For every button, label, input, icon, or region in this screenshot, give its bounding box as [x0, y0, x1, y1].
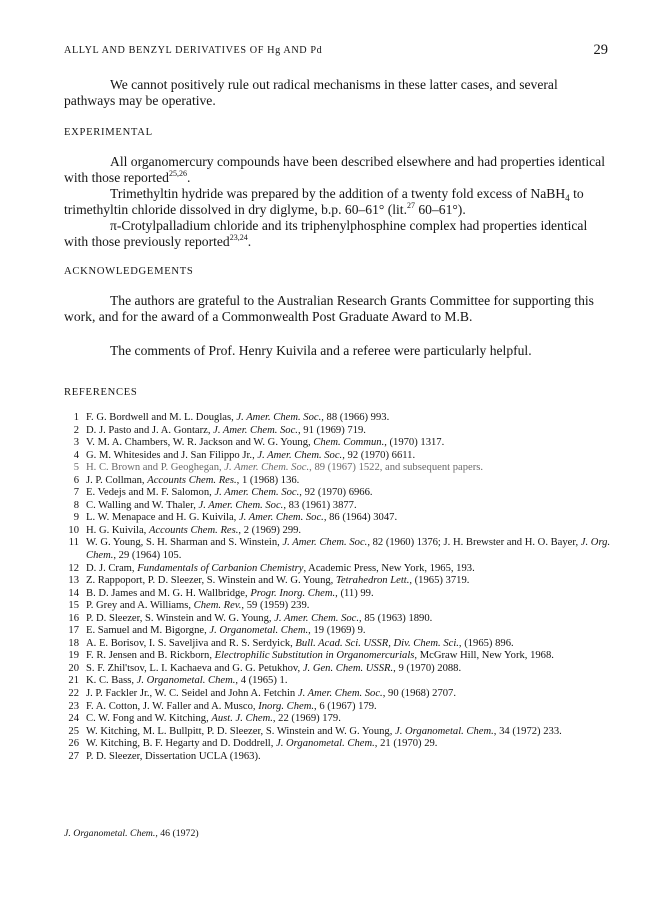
reference-item — [64, 537, 612, 562]
reference-number: 5 — [73, 462, 79, 474]
reference-authors: P. Grey and A. Williams, — [86, 600, 194, 612]
reference-item — [64, 512, 612, 525]
reference-authors: P. D. Sleezer, S. Winstein and W. G. Young, — [86, 612, 275, 624]
reference-number: 22 — [68, 688, 79, 700]
reference-authors: E. Vedejs and M. F. Salomon, — [86, 487, 215, 499]
intro-paragraph: We cannot positively rule out radical mechanisms in these latter cases, and several pathways may be operative. — [64, 77, 558, 109]
page-footer — [64, 828, 199, 839]
reference-authors: W. G. Young, S. H. Sharman and S. Winstein, — [86, 537, 283, 549]
reference-number: 1 — [73, 412, 79, 423]
reference-number: 3 — [73, 437, 79, 449]
reference-authors: A. E. Borisov, I. S. Saveljiva and R. S. Serdyick, — [86, 637, 296, 649]
experimental-paragraph-2 — [64, 186, 608, 218]
reference-number: 2 — [73, 424, 79, 436]
reference-journal: J. Amer. Chem. Soc. — [236, 412, 322, 423]
experimental-p2-text-b: to trimethyltin chloride dissolved in dry diglyme, b.p. 60–61° (lit. — [64, 186, 584, 218]
reference-item — [64, 563, 612, 576]
reference-details: , 4 (1965) 1. — [235, 675, 288, 687]
reference-authors: G. M. Whitesides and J. San Filippo Jr., — [86, 449, 258, 461]
citation-23-24: 23,24 — [229, 233, 248, 243]
reference-list — [64, 412, 612, 763]
reference-details: , 6 (1967) 179. — [314, 700, 377, 712]
reference-authors: D. J. Pasto and J. A. Gontarz, — [86, 424, 214, 436]
reference-number: 10 — [68, 524, 79, 536]
reference-number: 23 — [68, 700, 79, 712]
acknowledgements-paragraph-2: The comments of Prof. Henry Kuivila and a referee were particularly helpful. — [110, 343, 532, 358]
experimental-p2-text-c: 60–61°). — [414, 202, 466, 218]
reference-item — [64, 638, 612, 651]
reference-item — [64, 701, 612, 714]
reference-item — [64, 575, 612, 588]
reference-authors: F. A. Cotton, J. W. Faller and A. Musco, — [86, 700, 259, 712]
reference-details: , 19 (1969) 9. — [308, 625, 366, 637]
reference-journal: J. Amer. Chem. Soc. — [224, 462, 310, 474]
reference-number: 15 — [68, 600, 79, 612]
page-header — [64, 42, 608, 63]
reference-number: 25 — [68, 725, 79, 737]
reference-journal: Accounts Chem. Res. — [147, 474, 237, 486]
reference-number: 8 — [73, 499, 79, 511]
reference-number: 17 — [68, 625, 79, 637]
reference-number: 16 — [68, 612, 79, 624]
experimental-p1-text: All organomercury compounds have been described elsewhere and had properties identical with those reported — [64, 154, 605, 186]
citation-25-26: 25,26 — [168, 169, 187, 179]
reference-authors: P. D. Sleezer, Dissertation UCLA (1963). — [86, 750, 261, 762]
reference-authors: Z. Rappoport, P. D. Sleezer, S. Winstein and W. G. Young, — [86, 575, 336, 587]
running-title: ALLYL AND BENZYL DERIVATIVES OF Hg AND Pd — [64, 45, 323, 56]
reference-item — [64, 613, 612, 626]
reference-details: , 89 (1967) 1522, and subsequent papers. — [309, 462, 484, 474]
reference-item — [64, 600, 612, 613]
reference-details: , 21 (1970) 29. — [374, 738, 438, 750]
reference-details-secondary: , 29 (1964) 105. — [113, 550, 182, 562]
reference-number: 13 — [68, 575, 79, 587]
reference-authors: L. W. Menapace and H. G. Kuivila, — [86, 512, 239, 524]
reference-details: , 9 (1970) 2088. — [393, 662, 462, 674]
reference-details: , 22 (1969) 179. — [272, 713, 341, 725]
experimental-p2-text-a: Trimethyltin hydride was prepared by the addition of a twenty fold excess of NaBH — [110, 186, 566, 201]
reference-item — [64, 738, 612, 751]
reference-journal: Chem. Commun. — [313, 437, 385, 449]
reference-number: 12 — [68, 562, 79, 574]
reference-item — [64, 751, 612, 764]
reference-authors: V. M. A. Chambers, W. R. Jackson and W. G. Young, — [86, 437, 314, 449]
reference-details: , 82 (1960) 1376; J. H. Brewster and H. O. Bayer, — [367, 537, 581, 549]
reference-item — [64, 450, 612, 463]
citation-27: 27 — [406, 201, 415, 211]
reference-item — [64, 675, 612, 688]
reference-journal-secondary: J. Org. Chem. — [86, 537, 611, 562]
reference-item — [64, 412, 612, 425]
reference-authors: W. Kitching, B. F. Hegarty and D. Doddrell, — [86, 738, 277, 750]
reference-details: , 88 (1966) 993. — [321, 412, 390, 423]
reference-journal: J. Organometal. Chem. — [136, 675, 236, 687]
reference-journal: J. Amer. Chem. Soc. — [198, 499, 284, 511]
reference-details: , 91 (1969) 719. — [297, 424, 366, 436]
reference-details: , 83 (1961) 3877. — [283, 499, 357, 511]
reference-details: , 85 (1963) 1890. — [359, 612, 433, 624]
reference-number: 20 — [68, 662, 79, 674]
reference-number: 4 — [73, 449, 79, 461]
reference-item — [64, 713, 612, 726]
reference-authors: K. C. Bass, — [86, 675, 137, 687]
reference-number: 7 — [73, 487, 79, 499]
page-number: 29 — [593, 42, 608, 58]
reference-authors: S. F. Zhil'tsov, L. I. Kachaeva and G. G. Petukhov, — [86, 662, 303, 674]
reference-details: , 90 (1968) 2707. — [382, 688, 456, 700]
references-heading: REFERENCES — [64, 387, 138, 398]
reference-authors: E. Samuel and M. Bigorgne, — [86, 625, 210, 637]
reference-number: 18 — [68, 637, 79, 649]
reference-journal: J. Amer. Chem. Soc. — [213, 424, 298, 436]
reference-journal: J. Gen. Chem. USSR. — [302, 662, 394, 674]
reference-item — [64, 500, 612, 513]
reference-item — [64, 726, 612, 739]
reference-authors: H. G. Kuivila, — [86, 524, 149, 536]
reference-authors: F. R. Jensen and B. Rickborn, — [86, 650, 215, 662]
reference-number: 21 — [68, 675, 79, 687]
reference-item — [64, 462, 612, 475]
reference-journal: Progr. Inorg. Chem. — [250, 587, 336, 599]
reference-journal: J. Amer. Chem. Soc. — [238, 512, 324, 524]
reference-number: 14 — [68, 587, 79, 599]
experimental-p3-text: π-Crotylpalladium chloride and its triphenylphosphine complex had properties identical with those previously reported — [64, 218, 588, 250]
reference-number: 6 — [73, 474, 79, 486]
reference-journal: Chem. Rev. — [193, 600, 242, 612]
experimental-paragraph-3: π-Crotylpalladium chloride and its triphenylphosphine complex had properties identical with those previously reported$^{23,24}$. — [64, 218, 588, 250]
acknowledgements-paragraph-1: The authors are grateful to the Australian Research Grants Committee for supporting this work, and for the award of a Commonwealth Post Graduate Award to M.B. — [64, 293, 594, 325]
reference-authors: J. P. Fackler Jr., W. C. Seidel and John A. Fetchin — [86, 688, 298, 700]
reference-journal: Accounts Chem. Res. — [148, 524, 239, 536]
reference-authors: C. Walling and W. Thaler, — [86, 499, 199, 511]
reference-journal: J. Amer. Chem. Soc. — [297, 688, 383, 700]
reference-journal: Aust. J. Chem. — [211, 713, 273, 725]
reference-details: , McGraw Hill, New York, 1968. — [414, 650, 554, 662]
reference-details: , 34 (1972) 233. — [493, 725, 562, 737]
reference-item — [64, 425, 612, 438]
reference-item — [64, 625, 612, 638]
reference-number: 11 — [68, 537, 79, 549]
reference-number: 9 — [73, 512, 79, 524]
reference-item — [64, 650, 612, 663]
reference-details: , (1965) 3719. — [409, 575, 470, 587]
reference-journal: J. Organometal. Chem. — [209, 625, 309, 637]
reference-authors: W. Kitching, M. L. Bullpitt, P. D. Sleezer, S. Winstein and W. G. Young, — [86, 725, 396, 737]
reference-details: , 92 (1970) 6611. — [342, 449, 416, 461]
reference-journal: Inorg. Chem. — [258, 700, 315, 712]
reference-details: , 59 (1959) 239. — [241, 600, 310, 612]
reference-authors: H. C. Brown and P. Geoghegan, — [86, 462, 225, 474]
reference-journal: Tetrahedron Lett. — [335, 575, 410, 587]
reference-number: 27 — [68, 750, 79, 762]
subscript-4: 4 — [565, 193, 570, 203]
reference-item — [64, 437, 612, 450]
reference-authors: D. J. Cram, — [86, 562, 138, 574]
experimental-paragraph-1: All organomercury compounds have been described elsewhere and had properties identical with those reported$^{25,26}$. — [64, 154, 605, 186]
reference-details: , 1 (1968) 136. — [236, 474, 300, 486]
reference-journal: Bull. Acad. Sci. USSR, Div. Chem. Sci. — [295, 637, 459, 649]
reference-authors: C. W. Fong and W. Kitching, — [86, 713, 212, 725]
reference-journal: Fundamentals of Carbanion Chemistry — [137, 562, 304, 574]
reference-item — [64, 588, 612, 601]
reference-journal: J. Organometal. Chem. — [395, 725, 494, 737]
reference-authors: J. P. Collman, — [86, 474, 148, 486]
reference-journal: J. Amer. Chem. Soc. — [214, 487, 300, 499]
experimental-heading: EXPERIMENTAL — [64, 127, 153, 138]
reference-details: , 92 (1970) 6966. — [299, 487, 373, 499]
reference-journal: Electrophilic Substitution in Organomercurials — [214, 650, 415, 662]
reference-journal: J. Amer. Chem. Soc. — [274, 612, 360, 624]
reference-details: , 86 (1964) 3047. — [323, 512, 398, 524]
footer-volume: , 46 (1972) — [155, 828, 199, 839]
reference-item — [64, 688, 612, 701]
reference-journal: J. Amer. Chem. Soc. — [282, 537, 368, 549]
reference-details: , 2 (1969) 299. — [238, 524, 302, 536]
reference-item — [64, 525, 612, 538]
footer-journal: J. Organometal. Chem. — [64, 828, 156, 839]
reference-item — [64, 663, 612, 676]
acknowledgements-heading: ACKNOWLEDGEMENTS — [64, 266, 194, 277]
reference-journal: J. Organometal. Chem. — [276, 738, 375, 750]
reference-details: , (1970) 1317. — [384, 437, 445, 449]
reference-number: 24 — [68, 713, 79, 725]
reference-number: 26 — [68, 738, 79, 750]
reference-number: 19 — [68, 650, 79, 662]
reference-details: , Academic Press, New York, 1965, 193. — [303, 562, 475, 574]
reference-authors: F. G. Bordwell and M. L. Douglas, — [86, 412, 237, 423]
reference-authors: B. D. James and M. G. H. Wallbridge, — [86, 587, 251, 599]
reference-details: , (11) 99. — [335, 587, 374, 599]
reference-item — [64, 475, 612, 488]
reference-details: , (1965) 896. — [458, 637, 514, 649]
reference-item — [64, 487, 612, 500]
reference-journal: J. Amer. Chem. Soc. — [257, 449, 343, 461]
